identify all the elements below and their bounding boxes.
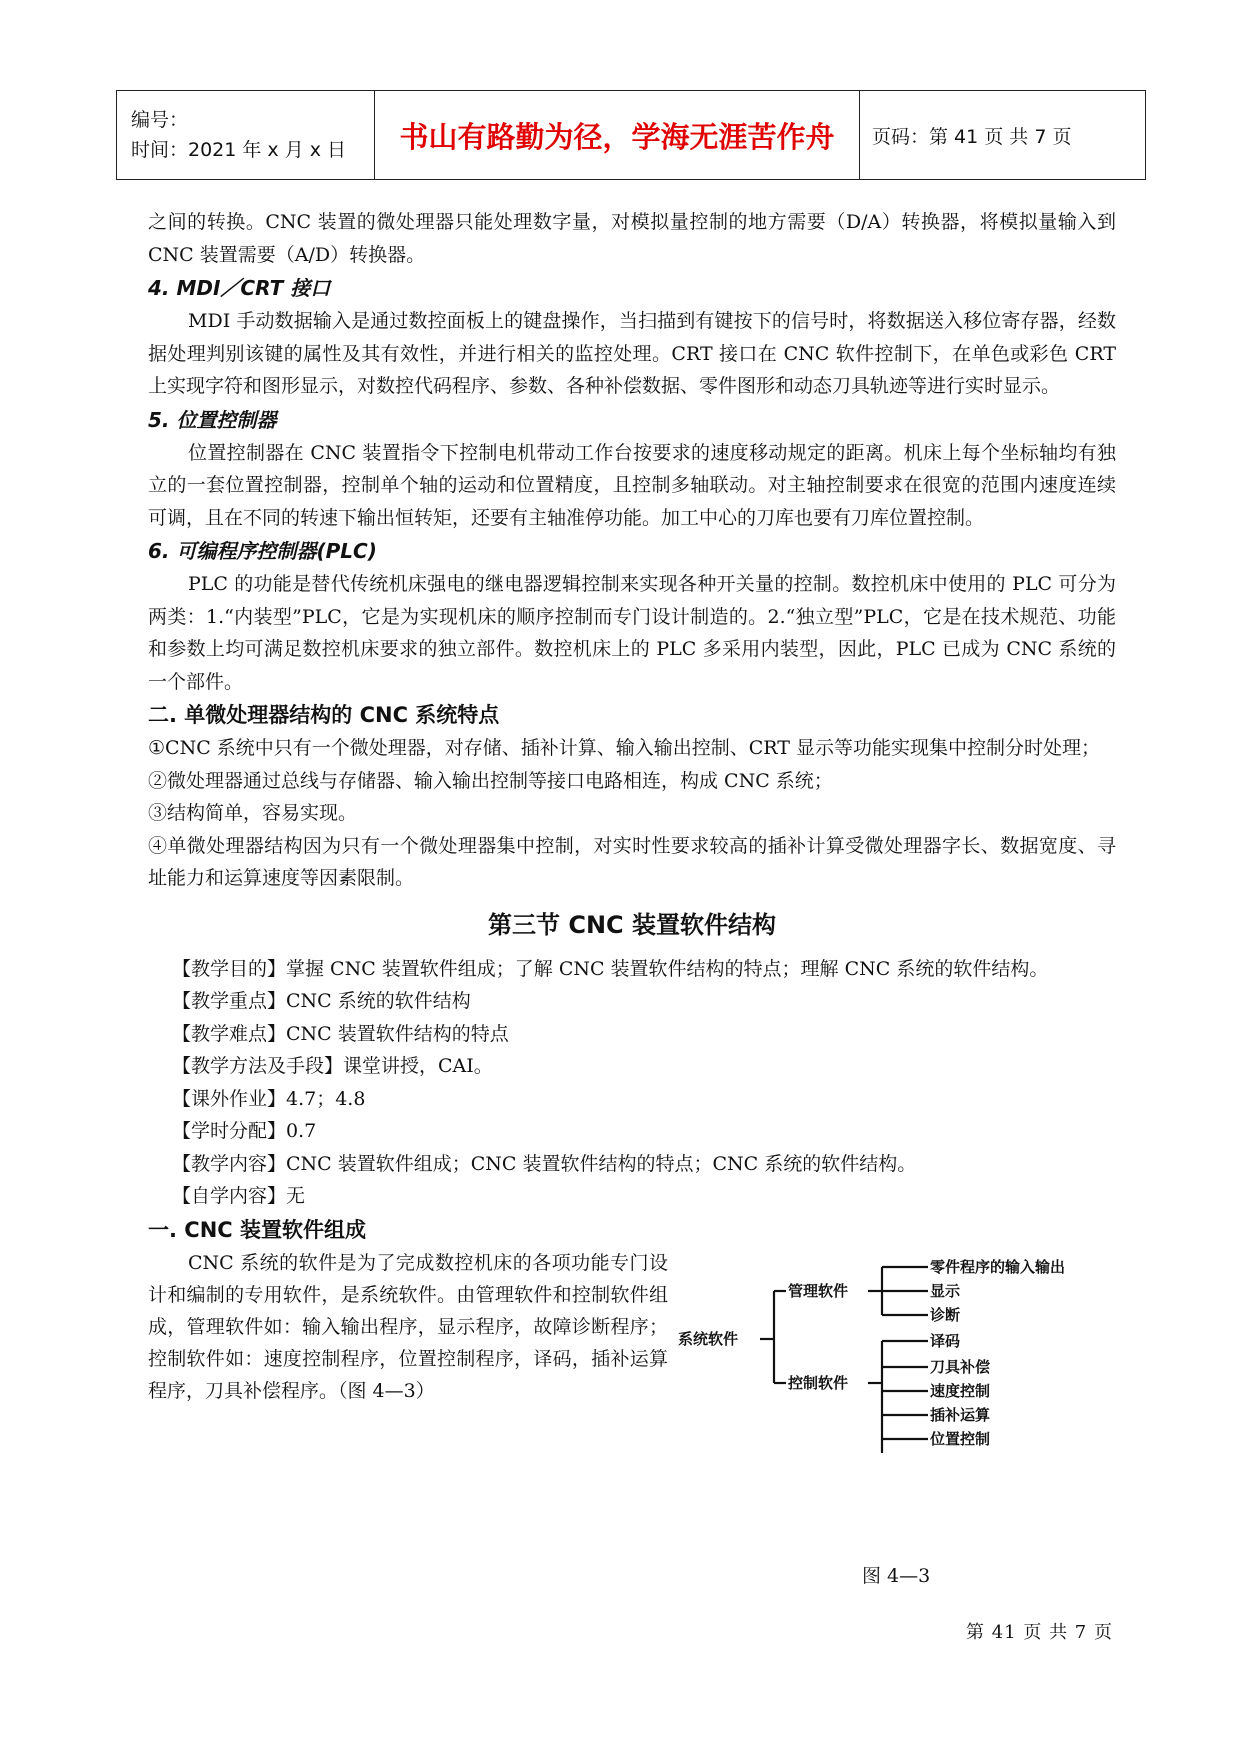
teaching-meta xyxy=(148,953,1116,1213)
header-table xyxy=(116,90,1146,180)
feature-item: ①CNC 系统中只有一个微处理器，对存储、插补计算、输入输出控制、CRT 显示等功能实现集中控制分时处理； xyxy=(148,737,1100,759)
meta-item: 【自学内容】无 xyxy=(172,1185,306,1207)
meta-item: 【教学目的】掌握 CNC 装置软件组成；了解 CNC 装置软件结构的特点；理解 CNC 系统的软件结构。 xyxy=(172,957,1049,980)
tree-leaf: 诊断 xyxy=(930,1305,961,1324)
tree-mgmt-label: 管理软件 xyxy=(788,1281,849,1300)
doc-time-label: 时间：2021 年 x 月 x 日 xyxy=(131,139,347,161)
tree-leaf: 显示 xyxy=(930,1281,961,1300)
chapter-title: 第三节 CNC 装置软件结构 xyxy=(487,910,777,939)
tree-leaf: 位置控制 xyxy=(930,1429,991,1448)
tree-leaf: 译码 xyxy=(930,1331,961,1350)
feature-item: ④单微处理器结构因为只有一个微处理器集中控制，对实时性要求较高的插补计算受微处理器字长、数据宽度、寻址能力和运算速度等因素限制。 xyxy=(148,834,1116,889)
meta-item: 【学时分配】0.7 xyxy=(172,1120,317,1142)
section-5-paragraph: 位置控制器在 CNC 装置指令下控制电机带动工作台按要求的速度移动规定的距离。机床上每个坐标轴均有独立的一套位置控制器，控制单个轴的运动和位置精度，且控制多轴联动。对主轴控制要求在很宽的范围内速度连续可调，且在不同的转速下输出恒转矩，还要有主轴准停功能。加工中心的刀库也要有刀库位置控制。 xyxy=(148,441,1116,529)
header-motto: 书山有路勤为径，学海无涯苦作舟 xyxy=(375,91,860,180)
software-paragraph: CNC 系统的软件是为了完成数控机床的各项功能专门设计和编制的专用软件，是系统软件。由管理软件和控制软件组成，管理软件如：输入输出程序，显示程序，故障诊断程序；控制软件如：速度控制程序，位置控制程序，译码，插补运算程序，刀具补偿程序。（图 4—3） xyxy=(148,1251,668,1402)
tree-root-label: 系统软件 xyxy=(678,1329,739,1348)
meta-item: 【教学重点】CNC 系统的软件结构 xyxy=(172,990,471,1012)
tree-ctrl-label: 控制软件 xyxy=(788,1373,849,1392)
doc-number-label: 编号： xyxy=(131,109,189,131)
meta-item: 【课外作业】4.7；4.8 xyxy=(172,1087,366,1110)
header-left-cell xyxy=(117,91,375,180)
header-page-label: 页码：第 41 页 共 7 页 xyxy=(860,91,1146,180)
document-body xyxy=(148,206,1116,1527)
tree-leaf: 速度控制 xyxy=(930,1381,991,1400)
tree-lines xyxy=(678,1251,1118,1461)
section-4-title: 4. MDI／CRT 接口 xyxy=(148,276,331,300)
section-6-title: 6. 可编程序控制器(PLC) xyxy=(148,539,377,563)
part-2-title: 二. 单微处理器结构的 CNC 系统特点 xyxy=(148,703,500,727)
figure-caption: 图 4—3 xyxy=(862,1565,931,1587)
tree-leaf: 零件程序的输入输出 xyxy=(930,1257,1066,1276)
software-tree-diagram xyxy=(678,1251,1118,1461)
tree-leaf: 插补运算 xyxy=(930,1405,991,1424)
software-section xyxy=(148,1247,1116,1527)
meta-item: 【教学内容】CNC 装置软件组成；CNC 装置软件结构的特点；CNC 系统的软件结构。 xyxy=(172,1152,917,1175)
software-text xyxy=(148,1247,668,1407)
tree-leaf: 刀具补偿 xyxy=(930,1357,991,1376)
intro-paragraph: 之间的转换。CNC 装置的微处理器只能处理数字量，对模拟量控制的地方需要（D/A）转换器，将模拟量输入到 CNC 装置需要（A/D）转换器。 xyxy=(148,211,1116,266)
section-5-title: 5. 位置控制器 xyxy=(148,407,277,432)
feature-item: ③结构简单，容易实现。 xyxy=(148,802,358,824)
page-footer: 第 41 页 共 7 页 xyxy=(966,1622,1113,1643)
meta-item: 【教学难点】CNC 装置软件结构的特点 xyxy=(172,1022,509,1045)
meta-item: 【教学方法及手段】课堂讲授，CAI。 xyxy=(172,1055,493,1077)
section-6-paragraph: PLC 的功能是替代传统机床强电的继电器逻辑控制来实现各种开关量的控制。数控机床中使用的 PLC 可分为两类：1.“内装型”PLC，它是为实现机床的顺序控制而专门设计制造的。2.“独立型”PLC，它是在技术规范、功能和参数上均可满足数控机床要求的独立部件。数控机床上的 PLC 多采用内装型，因此，PLC 已成为 CNC 系统的一个部件。 xyxy=(148,573,1116,693)
feature-item: ②微处理器通过总线与存储器、输入输出控制等接口电路相连，构成 CNC 系统； xyxy=(148,769,833,792)
section-4-paragraph: MDI 手动数据输入是通过数控面板上的键盘操作，当扫描到有键按下的信号时，将数据送入移位寄存器，经数据处理判别该键的属性及其有效性，并进行相关的监控处理。CRT 接口在 CNC 软件控制下，在单色或彩色 CRT 上实现字符和图形显示，对数控代码程序、参数、各种补偿数据、零件图形和动态刀具轨迹等进行实时显示。 xyxy=(148,310,1116,397)
part-1-title: 一. CNC 装置软件组成 xyxy=(148,1217,366,1242)
